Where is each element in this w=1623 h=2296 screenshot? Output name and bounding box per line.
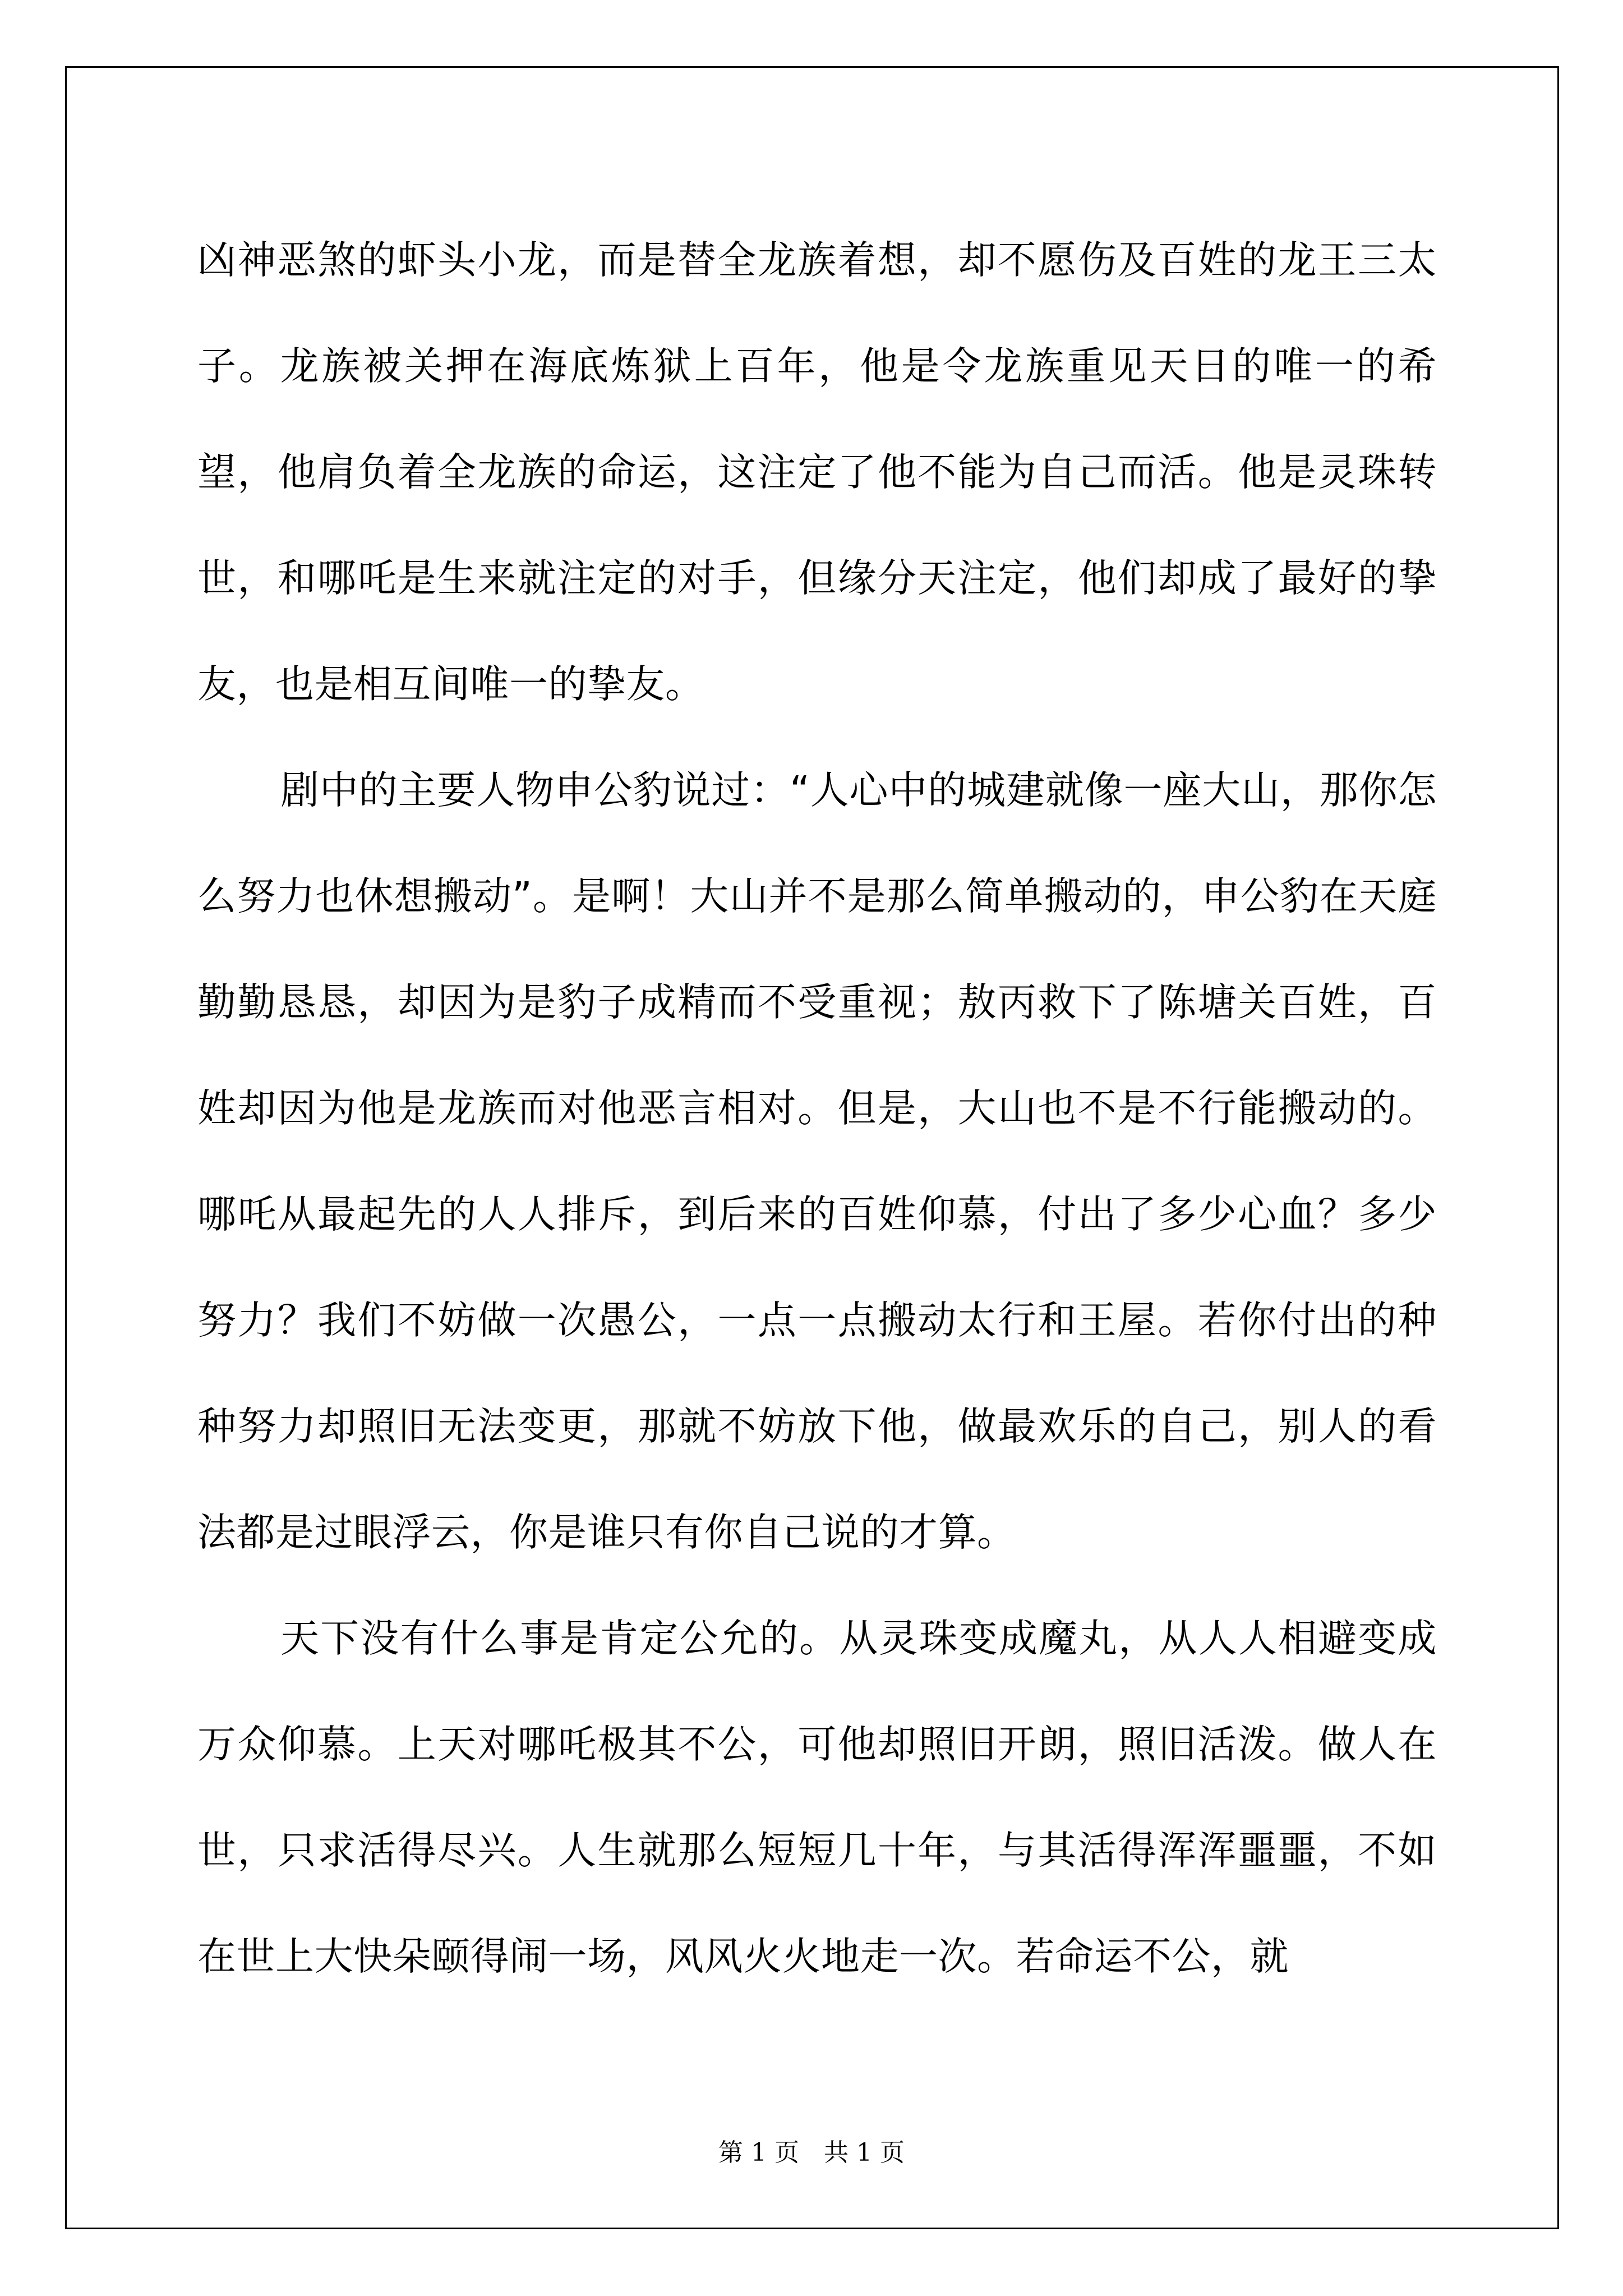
paragraph-1: 凶神恶煞的虾头小龙，而是替全龙族着想，却不愿伤及百姓的龙王三太子。龙族被关押在海底炼狱上百年，他是令龙族重见天日的唯一的希望，他肩负着全龙族的命运，这注定了他不能为自己而活。他是灵珠转世，和哪吒是生来就注定的对手，但缘分天注定，他们却成了最好的挚友，也是相互间唯一的挚友。 [197, 238, 1437, 707]
page-footer: 第 1 页 共 1 页 [718, 2138, 905, 2167]
document-body [197, 208, 1437, 2010]
paragraph-3: 天下没有什么事是肯定公允的。从灵珠变成魔丸，从人人相避变成万众仰慕。上天对哪吒极其不公，可他却照旧开朗，照旧活泼。做人在世，只求活得尽兴。人生就那么短短几十年，与其活得浑浑噩噩，不如在世上大快朵颐得闹一场，风风火火地走一次。若命运不公，就 [197, 1616, 1437, 1979]
paragraph-2: 剧中的主要人物申公豹说过：“人心中的城建就像一座大山，那你怎么努力也休想搬动”。是啊！大山并不是那么简单搬动的，申公豹在天庭勤勤恳恳，却因为是豹子成精而不受重视；敖丙救下了陈塘关百姓，百姓却因为他是龙族而对他恶言相对。但是，大山也不是不行能搬动的。哪吒从最起先的人人排斥，到后来的百姓仰慕，付出了多少心血？多少努力？我们不妨做一次愚公，一点一点搬动太行和王屋。若你付出的种种努力却照旧无法变更，那就不妨放下他，做最欢乐的自己，别人的看法都是过眼浮云，你是谁只有你自己说的才算。 [197, 768, 1437, 1555]
